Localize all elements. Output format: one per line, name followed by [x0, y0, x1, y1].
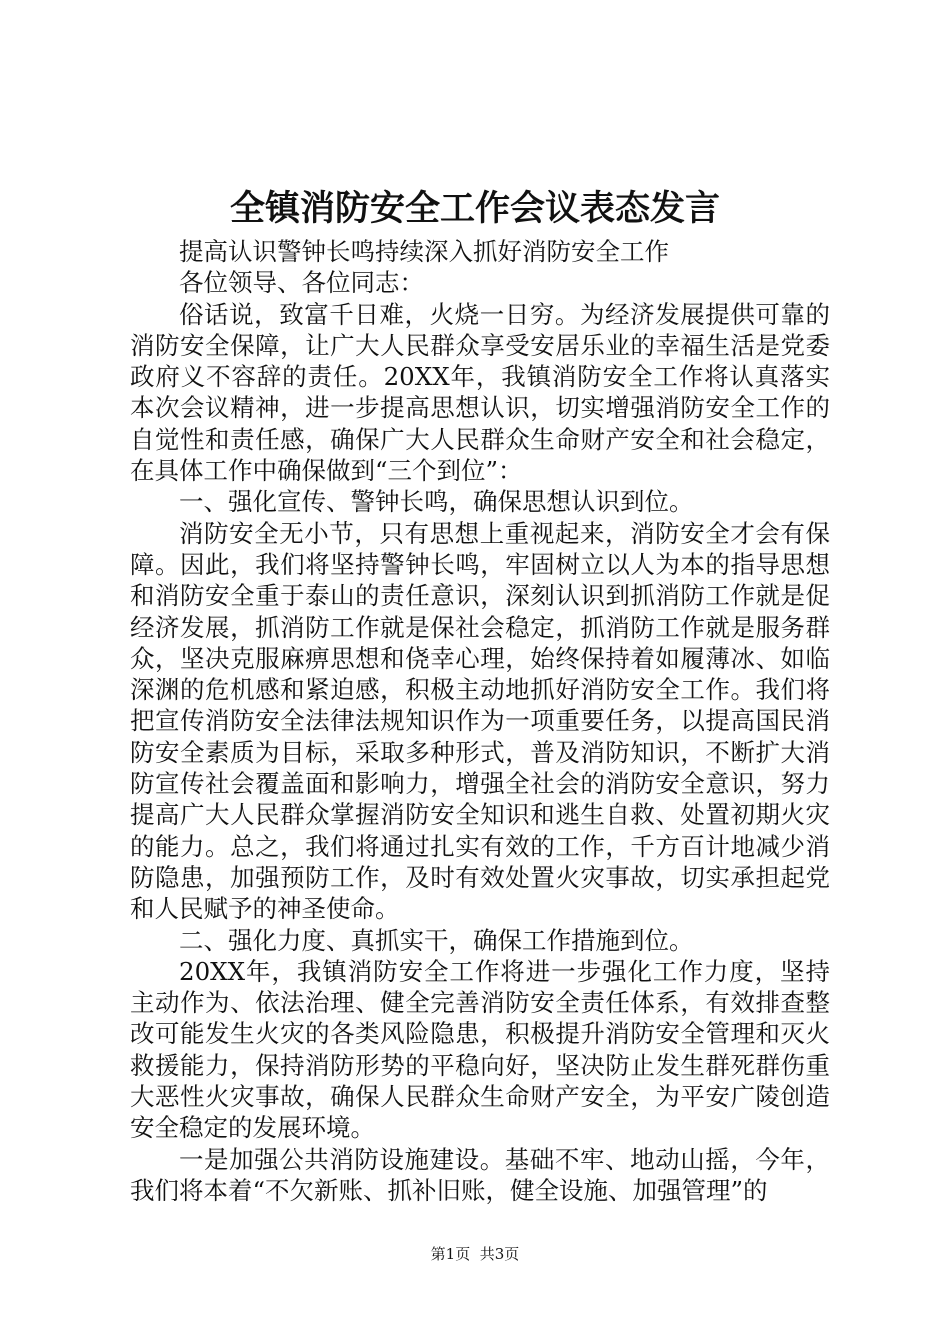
- section-heading: 二、强化力度、真抓实干，确保工作措施到位。: [179, 925, 694, 955]
- document-title: 全镇消防安全工作会议表态发言: [229, 188, 720, 229]
- footer-separator: [470, 1245, 480, 1263]
- salutation-paragraph: 各位领导、各位同志：: [179, 268, 424, 298]
- body-paragraph: 20XX年，我镇消防安全工作将进一步强化工作力度，坚持主动作为、依法治理、健全完善消防安全责任体系，有效排查整改可能发生火灾的各类风险隐患，积极提升消防安全管理和灭火救援能力，保持消防形势的平稳向好，坚决防止发生群死群伤重大恶性火灾事故，确保人民群众生命财产安全，为平安广陵创造安全稳定的发展环境。: [130, 956, 830, 1143]
- page-total: 共3页: [479, 1245, 520, 1263]
- page-number: 第1页: [430, 1245, 471, 1263]
- body-paragraph: 俗话说，致富千日难，火烧一日穷。为经济发展提供可靠的消防安全保障，让广大人民群众享受安居乐业的幸福生活是党委政府义不容辞的责任。20XX年，我镇消防安全工作将认真落实本次会议精神，进一步提高思想认识，切实增强消防安全工作的自觉性和责任感，确保广大人民群众生命财产安全和社会稳定，在具体工作中确保做到“三个到位”：: [130, 299, 830, 486]
- subtitle-paragraph: 提高认识警钟长鸣持续深入抓好消防安全工作: [179, 237, 669, 266]
- section-heading: 一、强化宣传、警钟长鸣，确保思想认识到位。: [179, 487, 694, 517]
- document-body: [130, 236, 830, 1206]
- page-footer: [0, 1243, 950, 1265]
- body-paragraph: 消防安全无小节，只有思想上重视起来，消防安全才会有保障。因此，我们将坚持警钟长鸣，牢固树立以人为本的指导思想和消防安全重于泰山的责任意识，深刻认识到抓消防工作就是促经济发展，抓消防工作就是保社会稳定，抓消防工作就是服务群众，坚决克服麻痹思想和侥幸心理，始终保持着如履薄冰、如临深渊的危机感和紧迫感，积极主动地抓好消防安全工作。我们将把宣传消防安全法律法规知识作为一项重要任务，以提高国民消防安全素质为目标，采取多种形式，普及消防知识，不断扩大消防宣传社会覆盖面和影响力，增强全社会的消防安全意识，努力提高广大人民群众掌握消防安全知识和逃生自救、处置初期火灾的能力。总之，我们将通过扎实有效的工作，千方百计地减少消防隐患，加强预防工作，及时有效处置火灾事故，切实承担起党和人民赋予的神圣使命。: [130, 518, 830, 924]
- body-paragraph: 一是加强公共消防设施建设。基础不牢、地动山摇，今年，我们将本着“不欠新账、抓补旧账，健全设施、加强管理”的: [130, 1144, 830, 1205]
